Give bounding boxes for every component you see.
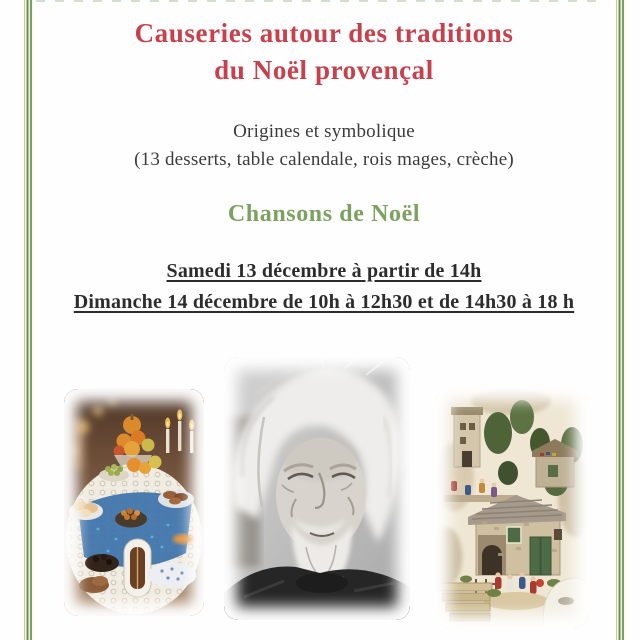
patterned-plate (148, 562, 196, 588)
border-left (24, 0, 33, 640)
meat-plate (158, 490, 194, 508)
poster-title (34, 15, 614, 89)
subtitle-line-1: Origines et symbolique (233, 121, 415, 142)
schedule-line-1: Samedi 13 décembre à partir de 14h (166, 260, 482, 282)
subtitle-line-2: (13 desserts, table calendale, rois mages, crèche) (134, 149, 514, 170)
schedule-line-2: Dimanche 14 décembre de 10h à 12h30 et de 14h30 à 18 h (73, 291, 575, 313)
photo-portrait (224, 357, 410, 620)
nougat-dish (124, 539, 151, 597)
poster-subtitle (34, 118, 614, 174)
sweater (224, 567, 410, 620)
portrait-illustration (224, 357, 410, 620)
orange-utensil (173, 534, 193, 544)
creche-illustration (436, 387, 588, 628)
border-top-dashed (36, 0, 604, 2)
schedule-block (34, 256, 614, 318)
photo-creche-village (436, 387, 588, 628)
table-calendale-illustration (64, 389, 204, 616)
title-line-2: du Noël provençal (214, 55, 434, 85)
photo-table-calendale (64, 389, 204, 616)
border-right (616, 0, 625, 640)
title-line-1: Causeries autour des traditions (134, 18, 514, 48)
songs-line: Chansons de Noël (227, 201, 421, 227)
tower-house (451, 407, 483, 467)
